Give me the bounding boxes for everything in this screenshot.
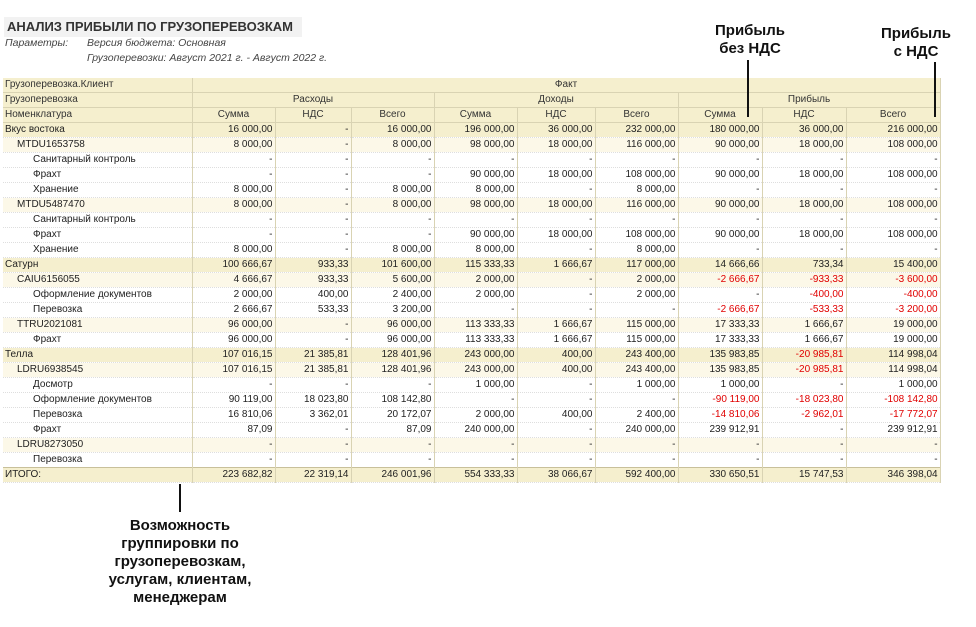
value-cell: -2 962,01 xyxy=(762,408,846,423)
value-cell: -14 810,06 xyxy=(678,408,762,423)
value-cell: 128 401,96 xyxy=(351,363,434,378)
annotation-profit-with-vat xyxy=(866,25,966,61)
value-cell: 36 000,00 xyxy=(517,123,595,138)
row-label: MTDU1653758 xyxy=(3,138,192,153)
total-label: ИТОГО: xyxy=(3,468,192,483)
value-cell: - xyxy=(678,213,762,228)
value-cell: 18 000,00 xyxy=(762,168,846,183)
service-row xyxy=(3,453,940,468)
value-cell: 243 000,00 xyxy=(434,363,517,378)
value-cell: 90 000,00 xyxy=(678,138,762,153)
value-cell: 17 333,33 xyxy=(678,333,762,348)
value-cell: -20 985,81 xyxy=(762,348,846,363)
row-label: LDRU6938545 xyxy=(3,363,192,378)
row-label: Фрахт xyxy=(3,423,192,438)
value-cell: 533,33 xyxy=(275,303,351,318)
value-cell: 116 000,00 xyxy=(595,138,678,153)
value-cell: 107 016,15 xyxy=(192,363,275,378)
value-cell: - xyxy=(762,438,846,453)
value-cell: - xyxy=(517,378,595,393)
value-cell: 113 333,33 xyxy=(434,333,517,348)
row-label: Перевозка xyxy=(3,303,192,318)
value-cell: 8 000,00 xyxy=(351,138,434,153)
row-label: Хранение xyxy=(3,183,192,198)
value-cell: - xyxy=(275,213,351,228)
header-row-shipment xyxy=(3,93,940,108)
value-cell: 96 000,00 xyxy=(351,318,434,333)
value-cell: - xyxy=(846,243,940,258)
value-cell: 933,33 xyxy=(275,273,351,288)
value-cell: 243 400,00 xyxy=(595,348,678,363)
row-label: Вкус востока xyxy=(3,123,192,138)
total-cell: 246 001,96 xyxy=(351,468,434,483)
header-profit: Прибыль xyxy=(678,93,940,108)
report-title: АНАЛИЗ ПРИБЫЛИ ПО ГРУЗОПЕРЕВОЗКАМ xyxy=(4,17,302,37)
value-cell: - xyxy=(595,153,678,168)
value-cell: - xyxy=(595,303,678,318)
value-cell: 400,00 xyxy=(517,408,595,423)
pointer-line xyxy=(747,60,749,117)
value-cell: 733,34 xyxy=(762,258,846,273)
value-cell: - xyxy=(275,453,351,468)
value-cell: 19 000,00 xyxy=(846,318,940,333)
value-cell: - xyxy=(595,453,678,468)
service-row xyxy=(3,423,940,438)
service-row xyxy=(3,153,940,168)
value-cell: 16 000,00 xyxy=(351,123,434,138)
value-cell: 15 400,00 xyxy=(846,258,940,273)
value-cell: -3 600,00 xyxy=(846,273,940,288)
value-cell: - xyxy=(275,243,351,258)
value-cell: - xyxy=(275,423,351,438)
value-cell: 14 666,66 xyxy=(678,258,762,273)
service-row xyxy=(3,303,940,318)
value-cell: 18 000,00 xyxy=(517,198,595,213)
value-cell: 216 000,00 xyxy=(846,123,940,138)
value-cell: - xyxy=(434,438,517,453)
row-label: Оформление документов xyxy=(3,288,192,303)
value-cell: - xyxy=(517,303,595,318)
value-cell: - xyxy=(275,138,351,153)
row-label: Фрахт xyxy=(3,168,192,183)
total-cell: 15 747,53 xyxy=(762,468,846,483)
value-cell: 115 000,00 xyxy=(595,333,678,348)
value-cell: -20 985,81 xyxy=(762,363,846,378)
value-cell: - xyxy=(275,153,351,168)
row-label: Фрахт xyxy=(3,228,192,243)
row-label: TTRU2021081 xyxy=(3,318,192,333)
total-cell: 38 066,67 xyxy=(517,468,595,483)
service-row xyxy=(3,243,940,258)
value-cell: -2 666,67 xyxy=(678,303,762,318)
service-row xyxy=(3,168,940,183)
value-cell: -108 142,80 xyxy=(846,393,940,408)
value-cell: 108 000,00 xyxy=(846,228,940,243)
value-cell: - xyxy=(517,213,595,228)
value-cell: 2 666,67 xyxy=(192,303,275,318)
total-cell: 592 400,00 xyxy=(595,468,678,483)
value-cell: 2 000,00 xyxy=(595,288,678,303)
value-cell: - xyxy=(762,423,846,438)
row-label: Фрахт xyxy=(3,333,192,348)
value-cell: 16 000,00 xyxy=(192,123,275,138)
value-cell: - xyxy=(517,423,595,438)
value-cell: - xyxy=(517,153,595,168)
header-expenses: Расходы xyxy=(192,93,434,108)
row-label: Досмотр xyxy=(3,378,192,393)
value-cell: - xyxy=(351,378,434,393)
service-row xyxy=(3,228,940,243)
row-label: Перевозка xyxy=(3,408,192,423)
value-cell: 108 000,00 xyxy=(595,228,678,243)
header-expenses-total: Всего xyxy=(351,108,434,123)
value-cell: 100 666,67 xyxy=(192,258,275,273)
value-cell: 90 000,00 xyxy=(678,228,762,243)
value-cell: 180 000,00 xyxy=(678,123,762,138)
value-cell: 8 000,00 xyxy=(595,243,678,258)
value-cell: - xyxy=(434,393,517,408)
value-cell: 18 000,00 xyxy=(517,168,595,183)
value-cell: - xyxy=(846,213,940,228)
value-cell: 239 912,91 xyxy=(846,423,940,438)
value-cell: 239 912,91 xyxy=(678,423,762,438)
value-cell: 5 600,00 xyxy=(351,273,434,288)
header-income-sum: Сумма xyxy=(434,108,517,123)
header-row-nomenclature xyxy=(3,108,940,123)
client-row xyxy=(3,123,940,138)
value-cell: - xyxy=(434,453,517,468)
value-cell: - xyxy=(517,273,595,288)
value-cell: 21 385,81 xyxy=(275,348,351,363)
pointer-line xyxy=(179,484,181,512)
value-cell: 8 000,00 xyxy=(434,183,517,198)
value-cell: - xyxy=(351,153,434,168)
value-cell: 96 000,00 xyxy=(351,333,434,348)
value-cell: - xyxy=(517,453,595,468)
annotation-text: Прибыль без НДС xyxy=(715,22,785,57)
value-cell: - xyxy=(192,153,275,168)
value-cell: 107 016,15 xyxy=(192,348,275,363)
client-row xyxy=(3,258,940,273)
value-cell: 2 400,00 xyxy=(595,408,678,423)
report-body xyxy=(3,123,940,468)
total-cell: 554 333,33 xyxy=(434,468,517,483)
row-label: Сатурн xyxy=(3,258,192,273)
value-cell: - xyxy=(434,303,517,318)
value-cell: - xyxy=(762,183,846,198)
value-cell: 36 000,00 xyxy=(762,123,846,138)
value-cell: 96 000,00 xyxy=(192,333,275,348)
value-cell: 98 000,00 xyxy=(434,198,517,213)
value-cell: 114 998,04 xyxy=(846,363,940,378)
shipment-row xyxy=(3,273,940,288)
value-cell: 19 000,00 xyxy=(846,333,940,348)
value-cell: 115 333,33 xyxy=(434,258,517,273)
value-cell: - xyxy=(846,438,940,453)
value-cell: - xyxy=(762,213,846,228)
service-row xyxy=(3,183,940,198)
value-cell: 8 000,00 xyxy=(192,198,275,213)
header-nomenclature: Номенклатура xyxy=(3,108,192,123)
value-cell: 90 119,00 xyxy=(192,393,275,408)
service-row xyxy=(3,213,940,228)
value-cell: - xyxy=(275,228,351,243)
total-cell: 22 319,14 xyxy=(275,468,351,483)
value-cell: 8 000,00 xyxy=(192,243,275,258)
value-cell: 117 000,00 xyxy=(595,258,678,273)
value-cell: - xyxy=(846,153,940,168)
value-cell: - xyxy=(517,288,595,303)
service-row xyxy=(3,408,940,423)
value-cell: 116 000,00 xyxy=(595,198,678,213)
value-cell: - xyxy=(351,453,434,468)
value-cell: 400,00 xyxy=(275,288,351,303)
annotation-profit-without-vat xyxy=(690,22,810,58)
value-cell: - xyxy=(678,183,762,198)
total-cell: 330 650,51 xyxy=(678,468,762,483)
value-cell: 128 401,96 xyxy=(351,348,434,363)
row-label: Хранение xyxy=(3,243,192,258)
value-cell: 8 000,00 xyxy=(434,243,517,258)
value-cell: 8 000,00 xyxy=(351,183,434,198)
value-cell: 240 000,00 xyxy=(595,423,678,438)
value-cell: - xyxy=(678,243,762,258)
header-profit-total: Всего xyxy=(846,108,940,123)
value-cell: 18 000,00 xyxy=(762,198,846,213)
value-cell: 18 000,00 xyxy=(517,138,595,153)
header-expenses-sum: Сумма xyxy=(192,108,275,123)
value-cell: - xyxy=(678,453,762,468)
annotation-text: Прибыль с НДС xyxy=(881,25,951,60)
value-cell: - xyxy=(192,168,275,183)
header-income: Доходы xyxy=(434,93,678,108)
value-cell: 1 000,00 xyxy=(434,378,517,393)
header-income-vat: НДС xyxy=(517,108,595,123)
value-cell: -933,33 xyxy=(762,273,846,288)
value-cell: -18 023,80 xyxy=(762,393,846,408)
value-cell: 108 000,00 xyxy=(846,168,940,183)
value-cell: 18 000,00 xyxy=(762,228,846,243)
value-cell: 1 666,67 xyxy=(517,333,595,348)
value-cell: - xyxy=(846,453,940,468)
value-cell: - xyxy=(275,438,351,453)
value-cell: - xyxy=(517,183,595,198)
value-cell: 1 666,67 xyxy=(517,318,595,333)
value-cell: 98 000,00 xyxy=(434,138,517,153)
value-cell: 8 000,00 xyxy=(595,183,678,198)
value-cell: - xyxy=(434,213,517,228)
client-row xyxy=(3,348,940,363)
value-cell: - xyxy=(678,288,762,303)
value-cell: 2 400,00 xyxy=(351,288,434,303)
value-cell: 90 000,00 xyxy=(678,168,762,183)
value-cell: 1 666,67 xyxy=(762,333,846,348)
value-cell: - xyxy=(275,378,351,393)
value-cell: 240 000,00 xyxy=(434,423,517,438)
value-cell: - xyxy=(517,243,595,258)
value-cell: - xyxy=(192,228,275,243)
value-cell: 2 000,00 xyxy=(595,273,678,288)
value-cell: 101 600,00 xyxy=(351,258,434,273)
param-budget-version: Версия бюджета: Основная xyxy=(87,37,226,49)
value-cell: - xyxy=(762,153,846,168)
value-cell: - xyxy=(192,438,275,453)
value-cell: 1 666,67 xyxy=(762,318,846,333)
value-cell: 400,00 xyxy=(517,363,595,378)
value-cell: - xyxy=(192,213,275,228)
value-cell: -533,33 xyxy=(762,303,846,318)
value-cell: 108 142,80 xyxy=(351,393,434,408)
total-cell: 223 682,82 xyxy=(192,468,275,483)
value-cell: 2 000,00 xyxy=(192,288,275,303)
row-label: CAIU6156055 xyxy=(3,273,192,288)
value-cell: - xyxy=(351,168,434,183)
value-cell: 8 000,00 xyxy=(192,183,275,198)
value-cell: -3 200,00 xyxy=(846,303,940,318)
value-cell: - xyxy=(351,438,434,453)
annotation-grouping xyxy=(85,517,275,607)
row-label: Перевозка xyxy=(3,453,192,468)
service-row xyxy=(3,333,940,348)
value-cell: 90 000,00 xyxy=(678,198,762,213)
value-cell: - xyxy=(351,228,434,243)
value-cell: 135 983,85 xyxy=(678,348,762,363)
value-cell: 17 333,33 xyxy=(678,318,762,333)
header-profit-vat: НДС xyxy=(762,108,846,123)
row-label: Оформление документов xyxy=(3,393,192,408)
value-cell: - xyxy=(517,393,595,408)
value-cell: 8 000,00 xyxy=(351,198,434,213)
value-cell: - xyxy=(275,198,351,213)
value-cell: 2 000,00 xyxy=(434,288,517,303)
shipment-row xyxy=(3,198,940,213)
value-cell: - xyxy=(192,378,275,393)
value-cell: - xyxy=(595,213,678,228)
value-cell: -400,00 xyxy=(846,288,940,303)
value-cell: 108 000,00 xyxy=(846,138,940,153)
value-cell: 196 000,00 xyxy=(434,123,517,138)
value-cell: 2 000,00 xyxy=(434,408,517,423)
value-cell: 232 000,00 xyxy=(595,123,678,138)
value-cell: 243 000,00 xyxy=(434,348,517,363)
value-cell: 114 998,04 xyxy=(846,348,940,363)
value-cell: 18 023,80 xyxy=(275,393,351,408)
row-label: Санитарный контроль xyxy=(3,153,192,168)
value-cell: 1 000,00 xyxy=(595,378,678,393)
value-cell: 18 000,00 xyxy=(517,228,595,243)
value-cell: 87,09 xyxy=(351,423,434,438)
value-cell: -90 119,00 xyxy=(678,393,762,408)
value-cell: 933,33 xyxy=(275,258,351,273)
shipment-row xyxy=(3,138,940,153)
value-cell: -17 772,07 xyxy=(846,408,940,423)
value-cell: - xyxy=(434,153,517,168)
value-cell: 8 000,00 xyxy=(351,243,434,258)
annotation-text: Возможность группировки по грузоперевозкам, услугам, клиентам, менеджерам xyxy=(108,517,252,606)
service-row xyxy=(3,378,940,393)
value-cell: 90 000,00 xyxy=(434,228,517,243)
value-cell: 20 172,07 xyxy=(351,408,434,423)
header-shipment: Грузоперевозка xyxy=(3,93,192,108)
value-cell: - xyxy=(517,438,595,453)
total-cell: 346 398,04 xyxy=(846,468,940,483)
value-cell: - xyxy=(595,438,678,453)
row-label: LDRU8273050 xyxy=(3,438,192,453)
value-cell: - xyxy=(762,243,846,258)
value-cell: - xyxy=(192,453,275,468)
shipment-row xyxy=(3,438,940,453)
value-cell: 18 000,00 xyxy=(762,138,846,153)
value-cell: - xyxy=(678,153,762,168)
value-cell: 96 000,00 xyxy=(192,318,275,333)
shipment-row xyxy=(3,318,940,333)
total-row xyxy=(3,468,940,483)
value-cell: - xyxy=(351,213,434,228)
value-cell: 21 385,81 xyxy=(275,363,351,378)
service-row xyxy=(3,288,940,303)
row-label: Телла xyxy=(3,348,192,363)
value-cell: - xyxy=(762,453,846,468)
value-cell: 1 000,00 xyxy=(846,378,940,393)
header-profit-sum: Сумма xyxy=(678,108,762,123)
value-cell: - xyxy=(275,168,351,183)
value-cell: -400,00 xyxy=(762,288,846,303)
value-cell: 4 666,67 xyxy=(192,273,275,288)
value-cell: 400,00 xyxy=(517,348,595,363)
service-row xyxy=(3,393,940,408)
pointer-line xyxy=(934,62,936,117)
shipment-row xyxy=(3,363,940,378)
header-income-total: Всего xyxy=(595,108,678,123)
value-cell: - xyxy=(275,333,351,348)
row-label: MTDU5487470 xyxy=(3,198,192,213)
header-client: Грузоперевозка.Клиент xyxy=(3,78,192,93)
header-row-client xyxy=(3,78,940,93)
value-cell: - xyxy=(678,438,762,453)
header-fact: Факт xyxy=(192,78,940,93)
params-label: Параметры: xyxy=(5,37,69,49)
value-cell: - xyxy=(846,183,940,198)
value-cell: - xyxy=(275,183,351,198)
value-cell: - xyxy=(275,318,351,333)
value-cell: 1 000,00 xyxy=(678,378,762,393)
value-cell: 243 400,00 xyxy=(595,363,678,378)
profit-report-table xyxy=(3,78,941,483)
value-cell: 113 333,33 xyxy=(434,318,517,333)
value-cell: 87,09 xyxy=(192,423,275,438)
value-cell: 108 000,00 xyxy=(595,168,678,183)
value-cell: 1 666,67 xyxy=(517,258,595,273)
value-cell: 3 200,00 xyxy=(351,303,434,318)
value-cell: - xyxy=(275,123,351,138)
value-cell: 8 000,00 xyxy=(192,138,275,153)
value-cell: 115 000,00 xyxy=(595,318,678,333)
value-cell: 90 000,00 xyxy=(434,168,517,183)
value-cell: 16 810,06 xyxy=(192,408,275,423)
value-cell: 135 983,85 xyxy=(678,363,762,378)
value-cell: 3 362,01 xyxy=(275,408,351,423)
value-cell: -2 666,67 xyxy=(678,273,762,288)
header-expenses-vat: НДС xyxy=(275,108,351,123)
value-cell: 2 000,00 xyxy=(434,273,517,288)
value-cell: - xyxy=(595,393,678,408)
param-period: Грузоперевозки: Август 2021 г. - Август 2022 г. xyxy=(87,52,328,64)
value-cell: - xyxy=(762,378,846,393)
row-label: Санитарный контроль xyxy=(3,213,192,228)
value-cell: 108 000,00 xyxy=(846,198,940,213)
